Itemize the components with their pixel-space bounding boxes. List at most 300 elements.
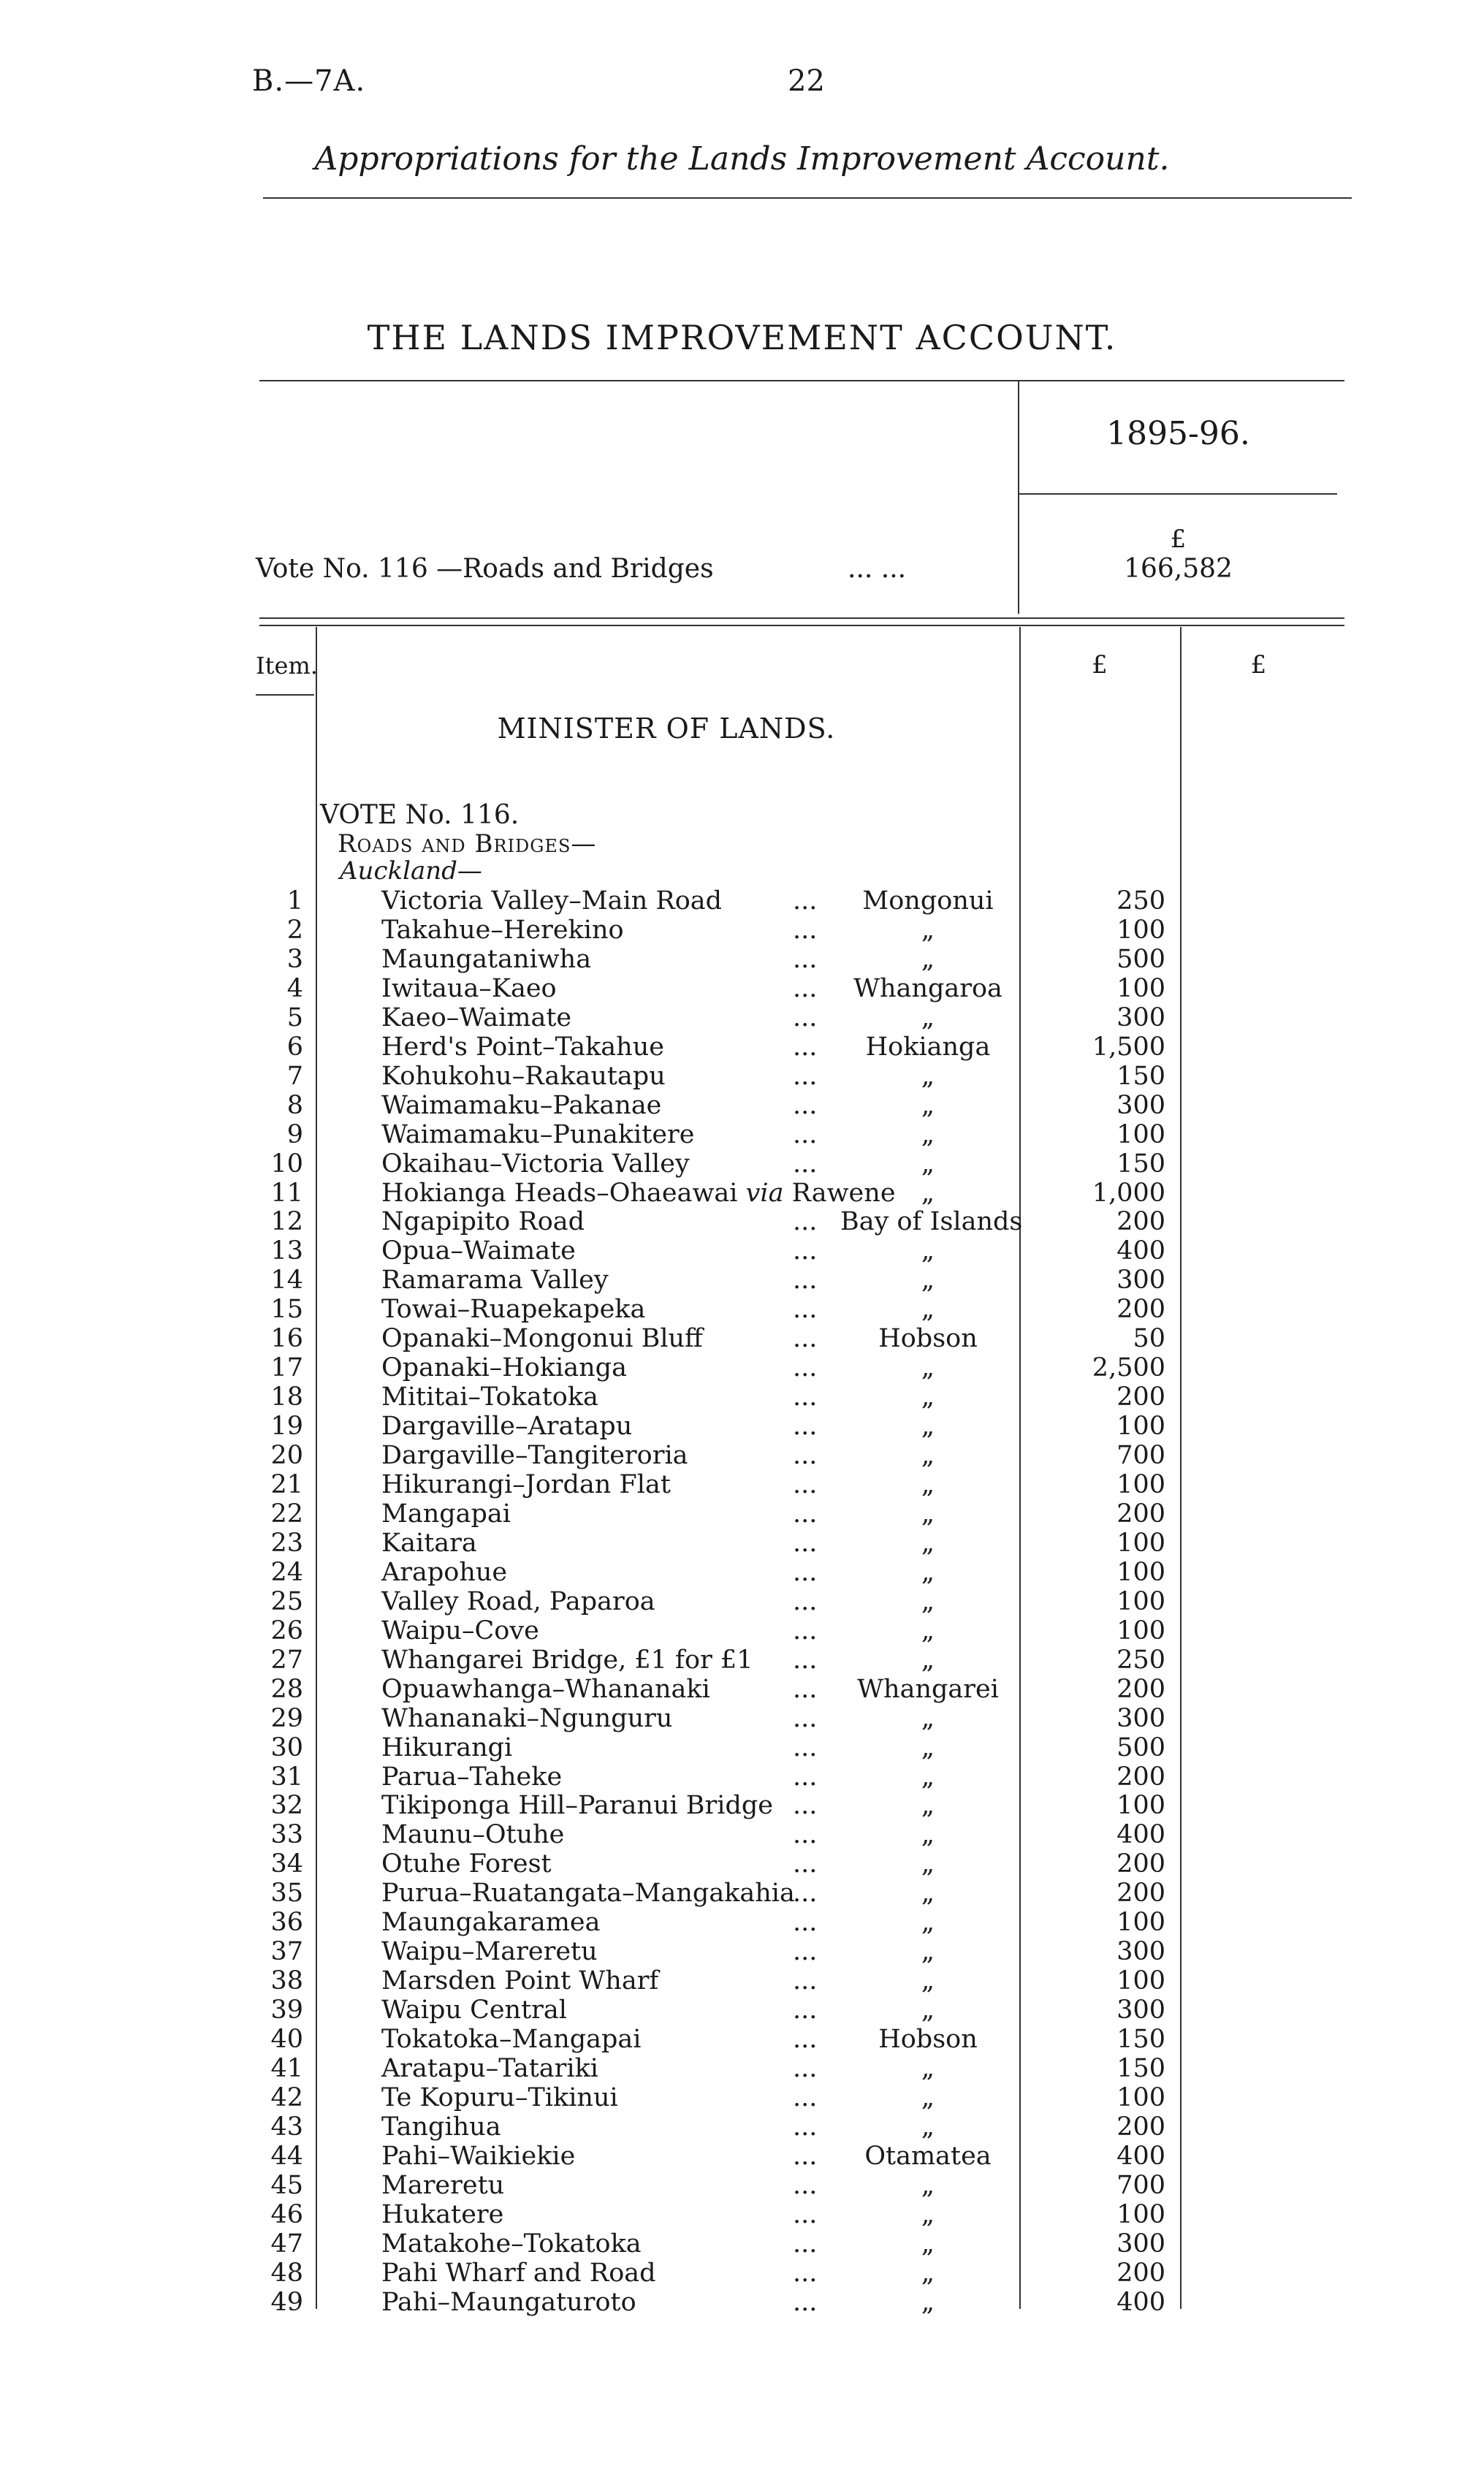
item-district: „ [921,2229,935,2259]
table-row [0,1733,1484,1762]
item-number: 24 [270,1557,303,1587]
item-number: 14 [270,1266,303,1295]
item-number: 27 [270,1645,303,1675]
item-amount: 150 [1116,2054,1165,2083]
table-row [0,2171,1484,2200]
item-name: Maungataniwha [381,944,592,974]
amount-column-currency: £ [1092,650,1108,680]
item-amount: 150 [1116,2025,1165,2055]
item-leader-dots: ... [793,2287,818,2317]
item-district: „ [921,1995,935,2025]
item-leader-dots: ... [793,2170,818,2200]
table-row [0,1266,1484,1295]
table-row [0,1120,1484,1149]
item-amount: 1,000 [1092,1178,1165,1208]
item-leader-dots: ... [793,1995,818,2025]
item-column-header: Item. [256,652,318,680]
item-leader-dots: ... [793,1353,818,1383]
item-number: 36 [270,1908,303,1938]
item-number: 44 [270,2141,303,2171]
table-row [0,1704,1484,1733]
item-district: „ [921,1966,935,1996]
table-row [0,1995,1484,2025]
item-number: 16 [270,1324,303,1354]
item-district: „ [921,1791,935,1821]
table-row [0,1558,1484,1587]
item-district: „ [921,1149,935,1179]
table-row [0,1149,1484,1179]
item-name: Valley Road, Paparoa [381,1586,655,1616]
item-leader-dots: ... [793,1528,818,1558]
item-district: „ [921,915,935,945]
item-amount: 200 [1116,1499,1165,1529]
item-number: 40 [270,2025,303,2055]
item-number: 13 [270,1236,303,1266]
table-row [0,2259,1484,2288]
item-district: Hokianga [865,1032,991,1062]
item-district: „ [921,1908,935,1938]
item-leader-dots: ... [793,1032,818,1062]
item-leader-dots: ... [793,1645,818,1675]
item-amount: 300 [1116,1266,1165,1295]
item-district: „ [921,1499,935,1529]
item-district: „ [921,1879,935,1909]
item-number: 42 [270,2082,303,2112]
item-leader-dots: ... [793,1412,818,1442]
item-district: „ [921,2258,935,2288]
item-name: Whananaki–Ngunguru [381,1703,673,1733]
vote-summary-dots: ... ... [848,554,907,584]
item-district: „ [921,1061,935,1091]
item-district: „ [921,1441,935,1471]
table-row [0,2200,1484,2229]
item-district: Whangarei [857,1674,999,1704]
item-number: 35 [270,1879,303,1909]
item-number: 34 [270,1849,303,1879]
table-row [0,1003,1484,1032]
table-row [0,1441,1484,1470]
item-amount: 250 [1116,886,1165,916]
vote-summary-currency: £ [1170,525,1187,554]
item-amount: 300 [1116,1090,1165,1120]
item-number: 33 [270,1820,303,1850]
table-row [0,2025,1484,2054]
item-leader-dots: ... [793,1324,818,1354]
item-name: Parua–Taheke [381,1762,563,1792]
item-name: Dargaville–Aratapu [381,1412,633,1442]
vote-summary-amount: 166,582 [1124,554,1233,584]
table-row [0,1675,1484,1704]
item-district: „ [921,1295,935,1325]
item-leader-dots: ... [793,1879,818,1909]
item-amount: 400 [1116,2141,1165,2171]
item-number: 46 [270,2199,303,2229]
item-number: 4 [286,973,303,1003]
table-row [0,1908,1484,1937]
item-leader-dots: ... [793,2229,818,2259]
item-name: Marsden Point Wharf [381,1966,659,1996]
year-rule [1019,493,1337,495]
item-name: Ramarama Valley [381,1266,609,1295]
item-name: Pahi–Maungaturoto [381,2287,636,2317]
table-row [0,1791,1484,1820]
item-amount: 2,500 [1092,1353,1165,1383]
item-number: 25 [270,1586,303,1616]
double-rule-bottom [259,625,1344,626]
item-name: Hikurangi–Jordan Flat [381,1470,671,1499]
item-name: Te Kopuru–Tikinui [381,2082,618,2112]
item-leader-dots: ... [793,1382,818,1412]
item-amount: 400 [1116,2287,1165,2317]
item-amount: 400 [1116,1820,1165,1850]
item-name: Hikurangi [381,1732,513,1762]
item-amount: 200 [1116,1849,1165,1879]
title-rule [259,380,1344,381]
item-number: 29 [270,1703,303,1733]
item-district: „ [921,2054,935,2083]
table-row [0,1937,1484,1966]
vote-summary-label [256,554,907,584]
item-district: Bay of Islands [840,1207,1023,1237]
item-leader-dots: ... [793,1732,818,1762]
item-name: Mititai–Tokatoka [381,1382,598,1412]
item-leader-dots: ... [793,2025,818,2055]
item-district: „ [921,1645,935,1675]
item-name: Opanaki–Mongonui Bluff [381,1324,703,1354]
item-district: „ [921,2082,935,2112]
item-leader-dots: ... [793,1002,818,1032]
item-leader-dots: ... [793,1470,818,1499]
item-name: Opuawhanga–Whananaki [381,1674,710,1704]
item-name: Waimamaku–Punakitere [381,1119,695,1149]
table-row [0,916,1484,945]
table-row [0,1820,1484,1849]
item-name: Kaeo–Waimate [381,1002,572,1032]
item-amount: 50 [1133,1324,1165,1354]
item-number: 28 [270,1674,303,1704]
item-amount: 200 [1116,2258,1165,2288]
item-name: Opua–Waimate [381,1236,576,1266]
table-row [0,1470,1484,1499]
item-name: Aratapu–Tatariki [381,2054,599,2083]
item-number: 19 [270,1412,303,1442]
item-amount: 300 [1116,1995,1165,2025]
item-district: „ [921,2170,935,2200]
table-row [0,1966,1484,1995]
item-name: Okaihau–Victoria Valley [381,1149,690,1179]
table-row [0,1849,1484,1879]
item-amount: 200 [1116,1382,1165,1412]
item-district: „ [921,1002,935,1032]
item-leader-dots: ... [793,1937,818,1967]
item-amount: 500 [1116,944,1165,974]
item-district: „ [921,944,935,974]
item-amount: 300 [1116,1002,1165,1032]
table-row [0,2142,1484,2171]
item-leader-dots: ... [793,1674,818,1704]
item-district: Hobson [878,1324,978,1354]
item-name: Matakohe–Tokatoka [381,2229,642,2259]
item-leader-dots: ... [793,1849,818,1879]
item-leader-dots: ... [793,1119,818,1149]
item-district: „ [921,1937,935,1967]
vote-summary-text: Vote No. 116 —Roads and Bridges [256,554,714,584]
item-amount: 200 [1116,1295,1165,1325]
item-number: 18 [270,1382,303,1412]
item-number: 8 [286,1090,303,1120]
item-district: „ [921,1616,935,1645]
item-name: Maungakaramea [381,1908,601,1938]
item-name: Takahue–Herekino [381,915,624,945]
item-name: Iwitaua–Kaeo [381,973,557,1003]
item-name: Pahi Wharf and Road [381,2258,656,2288]
item-district: „ [921,2199,935,2229]
item-amount: 100 [1116,1966,1165,1996]
item-name: Arapohue [381,1557,508,1587]
item-name: Tikiponga Hill–Paranui Bridge [381,1791,773,1821]
item-number: 17 [270,1353,303,1383]
item-district: Mongonui [862,886,994,916]
item-district: „ [921,2112,935,2142]
item-district: „ [921,1353,935,1383]
item-district: „ [921,2287,935,2317]
item-leader-dots: ... [793,1236,818,1266]
item-amount: 100 [1116,1586,1165,1616]
item-amount: 100 [1116,1791,1165,1821]
item-district: „ [921,1090,935,1120]
item-leader-dots: ... [793,1586,818,1616]
item-name: Towai–Ruapekapeka [381,1295,646,1325]
item-leader-dots: ... [793,1149,818,1179]
item-amount: 150 [1116,1061,1165,1091]
item-name: Mareretu [381,2170,505,2200]
document-reference: B.—7A. [252,64,366,98]
item-amount: 400 [1116,1236,1165,1266]
item-amount: 300 [1116,2229,1165,2259]
item-number: 22 [270,1499,303,1529]
item-leader-dots: ... [793,1820,818,1850]
item-number: 38 [270,1966,303,1996]
item-name: Tokatoka–Mangapai [381,2025,642,2055]
year-heading: 1895-96. [1106,415,1250,452]
item-leader-dots: ... [793,2141,818,2171]
item-amount: 300 [1116,1703,1165,1733]
item-leader-dots: ... [793,1499,818,1529]
table-row [0,1587,1484,1616]
item-amount: 200 [1116,1879,1165,1909]
item-leader-dots: ... [793,1762,818,1792]
item-number: 49 [270,2287,303,2317]
item-leader-dots: ... [793,1207,818,1237]
item-name: Waipu–Cove [381,1616,539,1645]
item-number: 20 [270,1441,303,1471]
subtitle-rule [263,197,1352,199]
item-amount: 100 [1116,973,1165,1003]
item-name: Kohukohu–Rakautapu [381,1061,666,1091]
item-district: „ [921,1762,935,1792]
item-leader-dots: ... [793,1266,818,1295]
item-leader-dots: ... [793,2258,818,2288]
item-leader-dots: ... [793,1441,818,1471]
item-number: 1 [286,886,303,916]
item-district: „ [921,1412,935,1442]
item-name: Otuhe Forest [381,1849,552,1879]
item-district: Whangaroa [853,973,1002,1003]
item-leader-dots: ... [793,886,818,916]
table-row [0,2229,1484,2259]
item-leader-dots: ... [793,1295,818,1325]
item-amount: 250 [1116,1645,1165,1675]
table-row [0,2288,1484,2317]
item-leader-dots: ... [793,1090,818,1120]
item-amount: 200 [1116,1762,1165,1792]
item-number: 9 [286,1119,303,1149]
item-number: 31 [270,1762,303,1792]
item-amount: 1,500 [1092,1032,1165,1062]
table-row [0,1295,1484,1324]
item-district: „ [921,1178,935,1208]
item-number: 21 [270,1470,303,1499]
item-name: Herd's Point–Takahue [381,1032,664,1062]
table-row [0,1032,1484,1062]
item-amount: 200 [1116,1674,1165,1704]
item-number: 15 [270,1295,303,1325]
table-row [0,1499,1484,1529]
item-amount: 100 [1116,1557,1165,1587]
table-row [0,1382,1484,1412]
double-rule-top [259,617,1344,619]
item-leader-dots: ... [793,2112,818,2142]
item-name: Purua–Ruatangata–Mangakahia [381,1879,795,1909]
item-amount: 100 [1116,2199,1165,2229]
table-row [0,2083,1484,2112]
item-number: 41 [270,2054,303,2083]
item-name: Hokianga Heads–Ohaeawai via Rawene [381,1178,896,1208]
item-amount: 100 [1116,1908,1165,1938]
table-row [0,1091,1484,1120]
item-number: 43 [270,2112,303,2142]
item-leader-dots: ... [793,944,818,974]
item-name: Ngapipito Road [381,1207,585,1237]
item-name: Waipu–Mareretu [381,1937,598,1967]
item-amount: 200 [1116,2112,1165,2142]
item-district: „ [921,1703,935,1733]
item-number: 48 [270,2258,303,2288]
item-district: „ [921,1119,935,1149]
table-row [0,974,1484,1003]
table-row [0,2112,1484,2142]
item-leader-dots: ... [793,1703,818,1733]
item-amount: 200 [1116,1207,1165,1237]
item-leader-dots: ... [793,1061,818,1091]
item-district: „ [921,1586,935,1616]
page-title: THE LANDS IMPROVEMENT ACCOUNT. [367,318,1117,357]
item-number: 30 [270,1732,303,1762]
item-leader-dots: ... [793,2054,818,2083]
item-district: „ [921,1528,935,1558]
table-row [0,1412,1484,1441]
page-number: 22 [788,64,825,98]
item-number: 26 [270,1616,303,1645]
item-district: Otamatea [864,2141,992,2171]
item-number: 6 [286,1032,303,1062]
item-leader-dots: ... [793,973,818,1003]
item-number: 47 [270,2229,303,2259]
item-name: Whangarei Bridge, £1 for £1 [381,1645,753,1675]
section-heading-roads: Roads and Bridges— [338,829,597,859]
item-number: 12 [270,1207,303,1237]
item-amount: 700 [1116,2170,1165,2200]
item-leader-dots: ... [793,1908,818,1938]
item-district: „ [921,1382,935,1412]
item-amount: 100 [1116,1119,1165,1149]
item-amount: 100 [1116,1616,1165,1645]
table-row [0,1207,1484,1236]
item-district: „ [921,1266,935,1295]
item-number: 3 [286,944,303,974]
table-row [0,1236,1484,1266]
item-leader-dots: ... [793,2199,818,2229]
minister-heading: MINISTER OF LANDS. [497,712,836,745]
table-row [0,1645,1484,1675]
item-name: Tangihua [381,2112,501,2142]
item-number: 32 [270,1791,303,1821]
item-amount: 100 [1116,915,1165,945]
item-leader-dots: ... [793,1791,818,1821]
table-row [0,1062,1484,1091]
item-number: 39 [270,1995,303,2025]
item-amount: 100 [1116,1470,1165,1499]
item-name: Opanaki–Hokianga [381,1353,627,1383]
item-name: Waipu Central [381,1995,567,2025]
item-leader-dots: ... [793,1616,818,1645]
table-row [0,1179,1484,1208]
table-row [0,1324,1484,1353]
item-name: Kaitara [381,1528,477,1558]
item-number: 5 [286,1002,303,1032]
table-row [0,1529,1484,1558]
page-subtitle: Appropriations for the Lands Improvement Account. [314,140,1170,178]
item-amount: 100 [1116,1528,1165,1558]
item-district: „ [921,1820,935,1850]
item-leader-dots: ... [793,915,818,945]
item-name: Dargaville–Tangiteroria [381,1441,688,1471]
item-district: „ [921,1557,935,1587]
item-amount: 500 [1116,1732,1165,1762]
item-amount: 300 [1116,1937,1165,1967]
table-row [0,945,1484,974]
table-row [0,1762,1484,1792]
item-header-rule [256,694,314,696]
item-district: Hobson [878,2025,978,2055]
item-number: 11 [270,1178,303,1208]
item-number: 45 [270,2170,303,2200]
item-number: 10 [270,1149,303,1179]
item-amount: 700 [1116,1441,1165,1471]
total-column-currency: £ [1250,650,1267,680]
item-leader-dots: ... [793,1966,818,1996]
item-amount: 100 [1116,1412,1165,1442]
item-name: Pahi–Waikiekie [381,2141,576,2171]
item-number: 7 [286,1061,303,1091]
item-district: „ [921,1732,935,1762]
item-name: Maunu–Otuhe [381,1820,565,1850]
table-row [0,886,1484,916]
table-row [0,1879,1484,1908]
item-name: Victoria Valley–Main Road [381,886,723,916]
item-number: 2 [286,915,303,945]
item-name: Waimamaku–Pakanae [381,1090,662,1120]
